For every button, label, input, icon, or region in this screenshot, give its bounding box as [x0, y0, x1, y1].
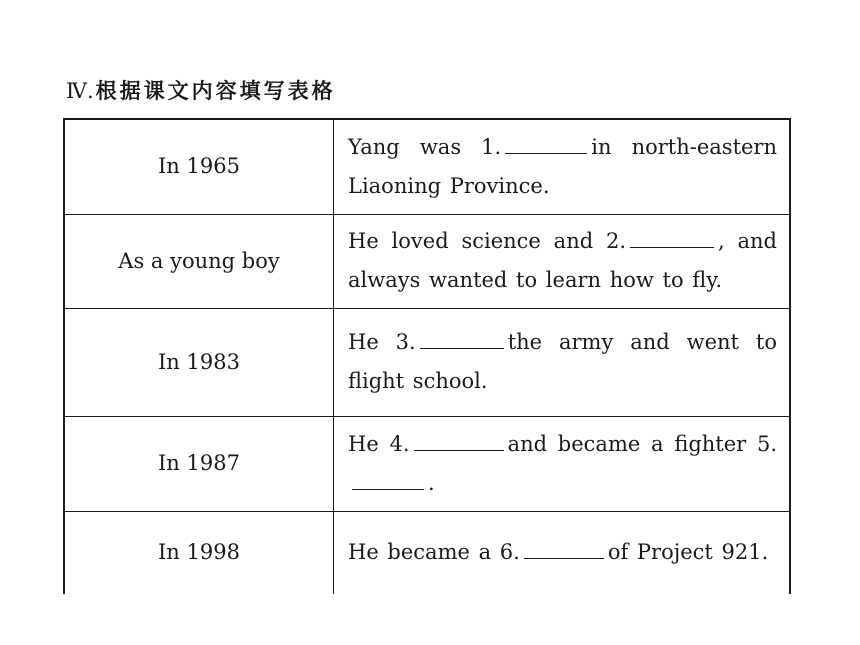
answer-blank-5[interactable]	[352, 488, 424, 490]
time-cell: In 1987	[64, 416, 334, 511]
event-text: and became a fighter 5.	[507, 431, 778, 456]
answer-blank-1[interactable]	[505, 152, 587, 154]
event-text: the army and went to flight school.	[348, 330, 777, 393]
event-cell	[334, 416, 791, 511]
event-text: Yang was 1.	[348, 134, 502, 159]
event-cell	[334, 511, 791, 594]
event-text: of Project 921.	[607, 540, 769, 565]
time-cell: In 1983	[64, 308, 334, 416]
event-text: He 3.	[348, 330, 416, 354]
answer-blank-4[interactable]	[414, 449, 504, 451]
time-cell: As a young boy	[64, 214, 334, 308]
time-cell: In 1965	[64, 119, 334, 214]
event-cell	[334, 308, 791, 416]
event-text: He became a 6.	[348, 540, 520, 565]
table-row	[64, 511, 790, 594]
event-cell	[334, 214, 791, 308]
event-cell	[334, 119, 791, 214]
event-text: , and always wanted to learn how to fly.	[348, 229, 777, 292]
event-text: He loved science and 2.	[348, 229, 627, 253]
table-row	[64, 416, 790, 511]
event-text: He 4.	[348, 431, 410, 456]
table-row	[64, 214, 790, 308]
exercise-heading	[66, 76, 336, 106]
table-row	[64, 119, 790, 214]
exercise-title: 根据课文内容填写表格	[95, 79, 336, 103]
exercise-number: Ⅳ.	[66, 79, 94, 103]
time-cell: In 1998	[64, 511, 334, 594]
event-text: in north-eastern Liaoning Province.	[348, 134, 777, 198]
timeline-table	[63, 118, 791, 594]
event-text: .	[428, 470, 435, 495]
answer-blank-6[interactable]	[524, 557, 604, 559]
answer-blank-3[interactable]	[420, 347, 504, 349]
table-row	[64, 308, 790, 416]
answer-blank-2[interactable]	[630, 246, 714, 248]
